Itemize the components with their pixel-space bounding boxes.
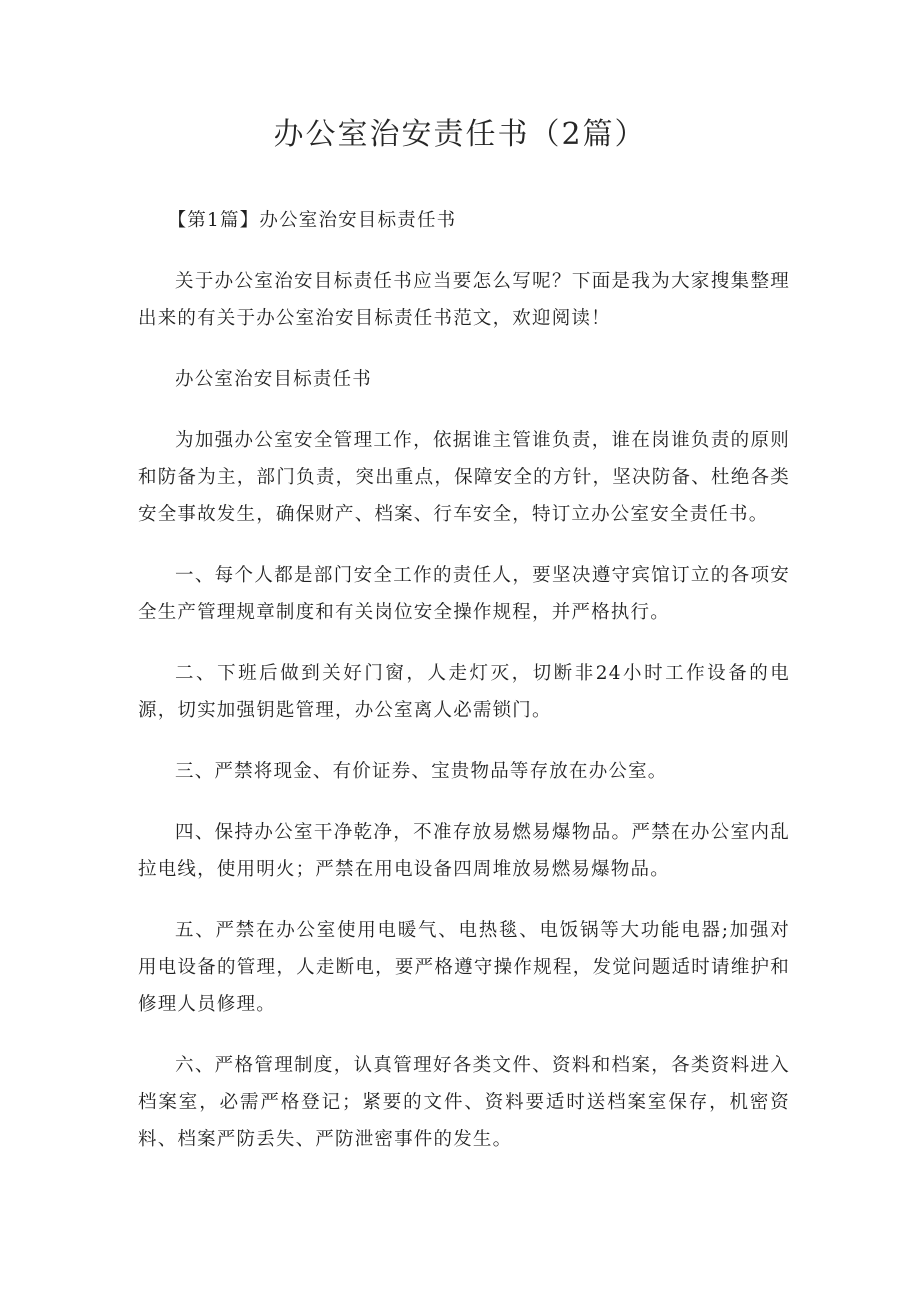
item-paragraph-5: 五、严禁在办公室使用电暖气、电热毯、电饭锅等大功能电器;加强对用电设备的管理，人走断电，要严格遵守操作规程，发觉问题适时请维护和修理人员修理。 [138, 920, 790, 1015]
document-title: 办公室治安责任书（2篇） [273, 117, 647, 152]
item-paragraph-3: 三、严禁将现金、有价证券、宝贵物品等存放在办公室。 [175, 761, 668, 782]
preamble-paragraph: 为加强办公室安全管理工作，依据谁主管谁负责，谁在岗谁负责的原则和防备为主，部门负责，突出重点，保障安全的方针，坚决防备、杜绝各类安全事故发生，确保财产、档案、行车安全，特订立办公室安全责任书。 [138, 430, 790, 525]
intro-paragraph: 关于办公室治安目标责任书应当要怎么写呢？下面是我为大家搜集整理出来的有关于办公室治安目标责任书范文，欢迎阅读！ [138, 271, 790, 329]
subtitle-paragraph: 办公室治安目标责任书 [175, 369, 373, 390]
document-body [138, 202, 790, 1182]
section-heading: 【第1篇】办公室治安目标责任书 [167, 210, 457, 231]
item-paragraph-4: 四、保持办公室干净乾净，不准存放易燃易爆物品。严禁在办公室内乱拉电线，使用明火；严禁在用电设备四周堆放易燃易爆物品。 [138, 822, 790, 880]
item-paragraph-2: 二、下班后做到关好门窗，人走灯灭，切断非24小时工作设备的电源，切实加强钥匙管理，办公室离人必需锁门。 [138, 663, 790, 721]
item-paragraph-1: 一、每个人都是部门安全工作的责任人，要坚决遵守宾馆订立的各项安全生产管理规章制度和有关岗位安全操作规程，并严格执行。 [138, 565, 790, 623]
item-paragraph-6: 六、严格管理制度，认真管理好各类文件、资料和档案，各类资料进入档案室，必需严格登记；紧要的文件、资料要适时送档案室保存，机密资料、档案严防丢失、严防泄密事件的发生。 [138, 1055, 790, 1150]
